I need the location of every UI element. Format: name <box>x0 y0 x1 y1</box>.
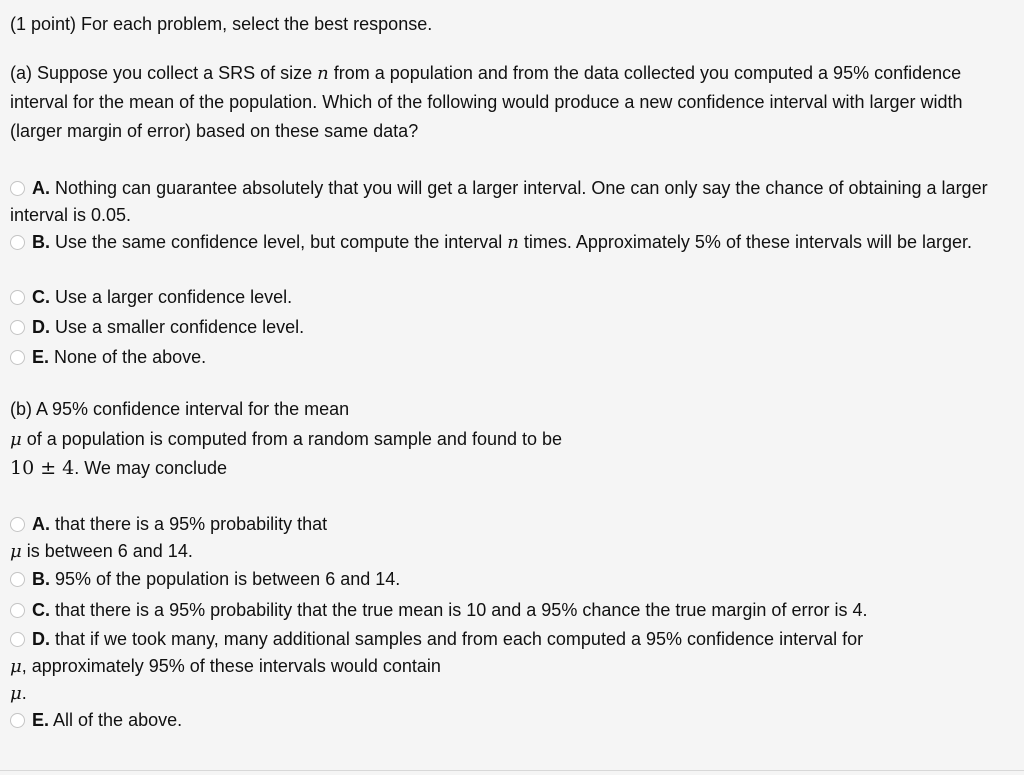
part-a-option-c-text: Use a larger confidence level. <box>50 287 293 307</box>
part-b-option-b-letter: B. <box>32 569 50 589</box>
part-b-question-line2: of a population is computed from a random sample and found to be <box>21 428 563 449</box>
part-a-option-b-post: times. Approximately 5% of these intervals will be larger. <box>518 232 973 252</box>
part-b-radio-b[interactable] <box>10 572 25 587</box>
part-b-option-a-l2: is between 6 and 14. <box>21 541 193 561</box>
part-b-option-e-text: All of the above. <box>49 710 183 730</box>
part-b-option-a-mu: μ <box>10 541 22 562</box>
part-b-option-a-letter: A. <box>32 514 50 534</box>
part-b-option-d-mu2: μ <box>10 683 22 704</box>
part-b-option-c <box>10 597 1015 624</box>
part-b-option-b <box>10 566 1015 593</box>
part-b-question-mu: μ <box>10 428 22 450</box>
part-a-option-a-text: Nothing can guarantee absolutely that you will get a larger interval. One can only say the chance of obtaining a larger interval is 0.05. <box>10 178 988 225</box>
part-a-option-b-n: n <box>507 232 519 253</box>
part-a-option-e <box>10 344 1015 371</box>
part-b-option-d <box>10 626 1015 707</box>
part-b-option-d-mu: μ <box>10 656 22 677</box>
part-b-question-line3: . We may conclude <box>74 458 228 478</box>
part-a-radio-c[interactable] <box>10 290 25 305</box>
part-a-option-e-letter: E. <box>32 347 50 367</box>
part-a-question-n: n <box>317 63 329 84</box>
part-b-question-line1: (b) A 95% confidence interval for the mean <box>10 399 350 419</box>
part-b-question <box>10 395 1010 484</box>
part-a-radio-a[interactable] <box>10 181 25 196</box>
part-b-option-e <box>10 707 1015 734</box>
part-a-question-post: from a population and from the data collected you computed a 95% confidence interval for the mean of the population. Which of the following would produce a new confidence interval with larger width (larger margin of error) based on these same data? <box>10 63 963 141</box>
part-a-radio-e[interactable] <box>10 350 25 365</box>
part-b-question-expr: 10 ± 4 <box>10 457 75 479</box>
part-a-option-d <box>10 314 1015 341</box>
problem-header: (1 point) For each problem, select the best response. <box>10 14 433 34</box>
part-b-option-e-letter: E. <box>32 710 50 730</box>
part-b-question-line3-wrap <box>10 454 1010 484</box>
part-b-option-a-l1: that there is a 95% probability that <box>50 514 328 534</box>
part-b-option-d-letter: D. <box>32 629 50 649</box>
part-a-option-e-text: None of the above. <box>49 347 207 367</box>
part-a-option-d-letter: D. <box>32 317 50 337</box>
part-a-option-b-pre: Use the same confidence level, but compute the interval <box>50 232 508 252</box>
part-a-question <box>10 59 1010 146</box>
part-a-option-c-letter: C. <box>32 287 50 307</box>
part-a-option-c <box>10 284 1015 311</box>
part-b-option-a <box>10 511 1015 565</box>
part-b-option-d-l1: that if we took many, many additional samples and from each computed a 95% confidence interval for <box>50 629 864 649</box>
part-b-option-c-letter: C. <box>32 600 50 620</box>
part-b-radio-e[interactable] <box>10 713 25 728</box>
part-a-option-d-text: Use a smaller confidence level. <box>50 317 305 337</box>
part-a-option-a <box>10 175 1015 229</box>
part-a-option-b <box>10 229 1015 256</box>
part-a-option-b-letter: B. <box>32 232 50 252</box>
part-a-question-pre: (a) Suppose you collect a SRS of size <box>10 63 318 83</box>
part-b-option-c-text: that there is a 95% probability that the true mean is 10 and a 95% chance the true margin of error is 4. <box>50 600 868 620</box>
part-b-option-d-l2: , approximately 95% of these intervals would contain <box>21 656 441 676</box>
part-b-question-line2-wrap <box>10 425 1010 455</box>
part-b-radio-d[interactable] <box>10 632 25 647</box>
part-a-radio-b[interactable] <box>10 235 25 250</box>
part-a-radio-d[interactable] <box>10 320 25 335</box>
part-b-radio-a[interactable] <box>10 517 25 532</box>
part-b-option-d-l3: . <box>21 683 27 703</box>
part-a-option-a-letter: A. <box>32 178 50 198</box>
part-b-option-b-text: 95% of the population is between 6 and 14. <box>50 569 401 589</box>
bottom-divider <box>0 770 1024 771</box>
part-b-radio-c[interactable] <box>10 603 25 618</box>
